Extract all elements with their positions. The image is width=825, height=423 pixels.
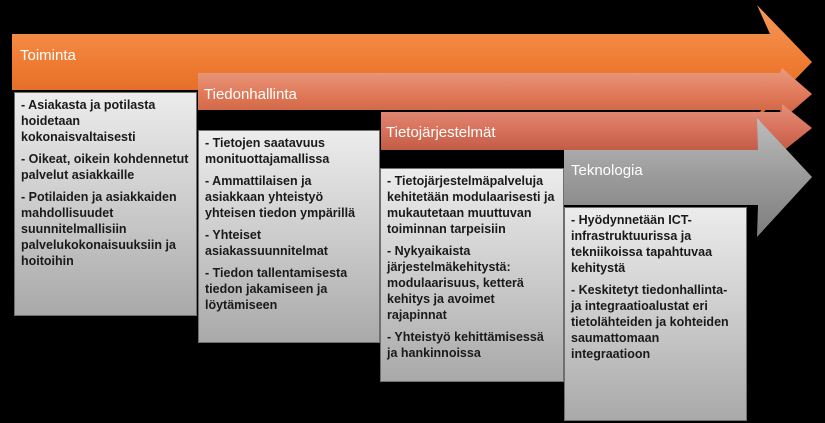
list-item: - Asiakasta ja potilasta hoidetaan kokonaisvaltaisesti xyxy=(21,98,156,144)
stage-box-tiedonhallinta xyxy=(198,130,380,343)
list-item: - Nykyaikaista järjestelmäkehitystä: modulaarisuus, ketterä kehitys ja avoimet rajapinnat xyxy=(387,244,524,322)
list-item: - Ammattilaisen ja asiakkaan yhteistyö yhteisen tiedon ympärillä xyxy=(205,174,356,220)
list-item: - Potilaiden ja asiakkaiden mahdollisuudet suunnitelmallisiin palvelukokonaisuuksiin ja hoitoihin xyxy=(21,190,177,268)
list-item: - Oikeat, oikein kohdennetut palvelut asiakkaille xyxy=(21,152,189,182)
list-item: - Keskitetyt tiedonhallinta- ja integraatioalustat eri tietolähteiden ja kohteiden saumattomaan integraatioon xyxy=(571,283,729,361)
list-item: - Hyödynnetään ICT-infrastruktuurissa ja tekniikoissa tapahtuvaa kehitystä xyxy=(571,213,713,275)
stage-title-2: Tiedonhallinta xyxy=(204,86,297,103)
stage-box-toiminta xyxy=(14,92,197,316)
list-item: - Tietojärjestelmäpalveluja kehitetään modulaarisesti ja mukautetaan muuttuvan toiminnan tarpeisiin xyxy=(387,174,555,236)
list-item: - Yhteistyö kehittämisessä ja hankinnoissa xyxy=(387,330,544,360)
stage-box-tietojarjestelmat xyxy=(380,168,564,382)
stage-title-1: Toiminta xyxy=(20,47,76,64)
stage-title-4: Teknologia xyxy=(571,162,643,179)
list-item: - Tietojen saatavuus monituottajamallissa xyxy=(205,136,330,166)
stage-title-3: Tietojärjestelmät xyxy=(386,124,496,141)
stage-box-teknologia xyxy=(564,207,747,421)
list-item: - Tiedon tallentamisesta tiedon jakamiseen ja löytämiseen xyxy=(205,266,348,312)
list-item: - Yhteiset asiakassuunnitelmat xyxy=(205,228,328,258)
